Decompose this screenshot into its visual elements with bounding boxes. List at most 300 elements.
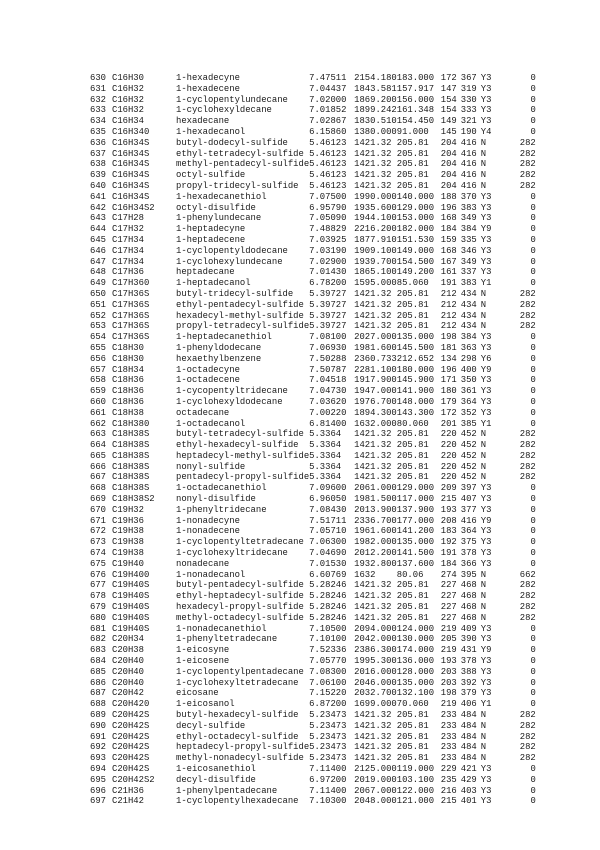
formula-cell: C19H400 bbox=[112, 569, 150, 580]
value-3-cell: 119.000 bbox=[396, 764, 435, 774]
table-row bbox=[90, 570, 536, 581]
value-4-cell: 159 bbox=[440, 234, 457, 245]
compound-number-cell: 631 bbox=[90, 83, 106, 94]
value-1-cell: 7.10100 bbox=[309, 634, 347, 645]
value-3-cell: 205.81 bbox=[396, 742, 429, 753]
compound-number-cell: 669 bbox=[90, 494, 106, 505]
compound-name-cell: 1-cyclopentyltetradecane bbox=[176, 537, 304, 548]
compound-name-cell: 1-cyclopentyldodecane bbox=[176, 245, 288, 256]
formula-cell: C17H36S bbox=[112, 321, 150, 332]
value-5-cell: 388 bbox=[460, 666, 477, 677]
value-1-cell: 7.03190 bbox=[309, 245, 347, 256]
compound-name-cell: 1-cyclohexyltridecane bbox=[176, 548, 288, 559]
compound-name-cell: 1-octadecyne bbox=[176, 364, 240, 375]
value-4-cell: 215 bbox=[440, 494, 457, 505]
value-4-cell: 220 bbox=[440, 429, 457, 440]
formula-cell: C19H38 bbox=[112, 548, 144, 559]
value-6-cell: 282 bbox=[519, 731, 536, 742]
value-4-cell: 220 bbox=[440, 461, 457, 472]
value-6-cell: 282 bbox=[519, 450, 536, 461]
value-4-cell: 204 bbox=[440, 159, 457, 170]
value-6-cell: 0 bbox=[530, 796, 536, 807]
value-6-cell: 282 bbox=[519, 753, 536, 764]
value-5-cell: 484 bbox=[460, 731, 477, 742]
table-row bbox=[90, 397, 536, 408]
formula-cell: C17H36S bbox=[112, 288, 150, 299]
value-3-cell: 136.000 bbox=[396, 656, 435, 667]
table-row bbox=[90, 462, 536, 473]
value-6-cell: 0 bbox=[530, 558, 536, 569]
value-1-cell: 7.04518 bbox=[309, 375, 347, 386]
value-5-cell: 378 bbox=[460, 548, 477, 559]
formula-cell: C18H38S bbox=[112, 483, 150, 494]
table-row bbox=[90, 149, 536, 160]
value-2-cell: 1843.581 bbox=[354, 83, 397, 94]
compound-name-cell: butyl-tridecyl-sulfide bbox=[176, 288, 294, 299]
value-1-cell: 5.23473 bbox=[309, 753, 347, 764]
value-3-cell: 205.81 bbox=[396, 148, 429, 159]
value-1-cell: 7.08300 bbox=[309, 666, 347, 677]
compound-name-cell: 1-phenyltetradecane bbox=[176, 634, 278, 645]
value-2-cell: 1877.910 bbox=[354, 234, 397, 245]
value-1-cell: 7.51711 bbox=[309, 515, 347, 526]
compound-number-cell: 686 bbox=[90, 677, 106, 688]
formula-cell: C19H40 bbox=[112, 558, 144, 569]
formula-cell: C18H38S bbox=[112, 440, 150, 451]
value-5-cell: 416 bbox=[460, 159, 477, 170]
value-3-cell: 145.900 bbox=[396, 375, 435, 386]
value-5-cell: 333 bbox=[460, 105, 477, 116]
compound-number-cell: 665 bbox=[90, 450, 106, 461]
compound-name-cell: hexaethylbenzene bbox=[176, 353, 262, 364]
table-row bbox=[90, 267, 536, 278]
value-4-cell: 219 bbox=[440, 645, 457, 656]
value-3-cell: 205.81 bbox=[396, 310, 429, 321]
value-6-cell: 0 bbox=[530, 332, 536, 343]
value-4-cell: 208 bbox=[440, 515, 457, 526]
value-4-cell: 181 bbox=[440, 342, 457, 353]
table-row bbox=[90, 408, 536, 419]
compound-number-cell: 681 bbox=[90, 623, 106, 634]
value-6-cell: 282 bbox=[519, 440, 536, 451]
value-1-cell: 7.04730 bbox=[309, 386, 347, 397]
value-3-cell: 205.81 bbox=[396, 753, 429, 764]
value-5-cell: 366 bbox=[460, 558, 477, 569]
compound-name-cell: hexadecyl-propyl-sulfide bbox=[176, 602, 304, 613]
value-5-cell: 190 bbox=[460, 126, 477, 137]
formula-cell: C16H34S bbox=[112, 170, 150, 181]
value-1-cell: 5.3364 bbox=[309, 440, 342, 451]
table-row bbox=[90, 516, 536, 527]
value-1-cell: 6.60769 bbox=[309, 569, 347, 580]
value-1-cell: 5.39727 bbox=[309, 299, 347, 310]
table-row bbox=[90, 796, 536, 807]
compound-number-cell: 684 bbox=[90, 656, 106, 667]
value-3-cell: 149.000 bbox=[396, 245, 435, 256]
formula-cell: C20H42S2 bbox=[112, 774, 155, 785]
value-3-cell: 205.81 bbox=[396, 321, 429, 332]
value-6-cell: 0 bbox=[530, 537, 536, 548]
table-row bbox=[90, 375, 536, 386]
value-4-cell: 204 bbox=[440, 137, 457, 148]
formula-cell: C20H42S bbox=[112, 753, 150, 764]
compound-name-cell: methyl-pentadecyl-sulfide bbox=[176, 159, 310, 170]
value-4-cell: 172 bbox=[440, 407, 457, 418]
value-3-cell: 205.81 bbox=[396, 159, 429, 170]
flag-cell: Y3 bbox=[480, 537, 492, 548]
value-4-cell: 171 bbox=[440, 375, 457, 386]
formula-cell: C19H32 bbox=[112, 504, 144, 515]
flag-cell: Y3 bbox=[480, 623, 492, 634]
formula-cell: C16H32 bbox=[112, 94, 144, 105]
value-6-cell: 0 bbox=[530, 278, 536, 289]
value-3-cell: 135.000 bbox=[396, 677, 435, 688]
value-2-cell: 1421.32 bbox=[354, 299, 392, 310]
table-row bbox=[90, 688, 536, 699]
value-1-cell: 5.3364 bbox=[309, 429, 342, 440]
value-5-cell: 468 bbox=[460, 591, 477, 602]
flag-cell: Y3 bbox=[480, 796, 492, 807]
table-row bbox=[90, 678, 536, 689]
value-6-cell: 282 bbox=[519, 310, 536, 321]
flag-cell: N bbox=[480, 612, 487, 623]
value-5-cell: 337 bbox=[460, 267, 477, 278]
value-1-cell: 5.39727 bbox=[309, 288, 347, 299]
value-4-cell: 191 bbox=[440, 548, 457, 559]
value-1-cell: 6.87200 bbox=[309, 699, 347, 710]
value-6-cell: 0 bbox=[530, 245, 536, 256]
table-body bbox=[90, 73, 536, 807]
flag-cell: N bbox=[480, 731, 487, 742]
value-4-cell: 220 bbox=[440, 440, 457, 451]
value-5-cell: 385 bbox=[460, 418, 477, 429]
table-row bbox=[90, 548, 536, 559]
compound-data-table bbox=[90, 73, 536, 807]
compound-number-cell: 668 bbox=[90, 483, 106, 494]
value-3-cell: 141.900 bbox=[396, 386, 435, 397]
flag-cell: Y3 bbox=[480, 83, 492, 94]
table-row bbox=[90, 257, 536, 268]
value-2-cell: 1935.600 bbox=[354, 202, 397, 213]
table-row bbox=[90, 192, 536, 203]
value-2-cell: 2281.100 bbox=[354, 364, 397, 375]
value-6-cell: 0 bbox=[530, 634, 536, 645]
value-3-cell: 205.81 bbox=[396, 461, 429, 472]
value-2-cell: 1421.32 bbox=[354, 742, 392, 753]
flag-cell: Y3 bbox=[480, 483, 492, 494]
value-5-cell: 434 bbox=[460, 299, 477, 310]
compound-number-cell: 691 bbox=[90, 731, 106, 742]
value-3-cell: 205.81 bbox=[396, 429, 429, 440]
value-3-cell: 85.060 bbox=[396, 278, 429, 289]
formula-cell: C17H34 bbox=[112, 245, 144, 256]
value-6-cell: 0 bbox=[530, 202, 536, 213]
flag-cell: N bbox=[480, 159, 487, 170]
value-1-cell: 5.3364 bbox=[309, 472, 342, 483]
value-1-cell: 6.81400 bbox=[309, 418, 347, 429]
value-5-cell: 434 bbox=[460, 321, 477, 332]
formula-cell: C20H42S bbox=[112, 742, 150, 753]
value-6-cell: 282 bbox=[519, 602, 536, 613]
compound-name-cell: propyl-tridecyl-sulfide bbox=[176, 180, 299, 191]
formula-cell: C19H40S bbox=[112, 591, 150, 602]
value-2-cell: 1421.32 bbox=[354, 710, 392, 721]
flag-cell: N bbox=[480, 180, 487, 191]
compound-name-cell: 1-cyclohexyltetradecane bbox=[176, 677, 299, 688]
value-2-cell: 1976.700 bbox=[354, 396, 397, 407]
value-2-cell: 1990.000 bbox=[354, 191, 397, 202]
value-1-cell: 5.23473 bbox=[309, 710, 347, 721]
compound-name-cell: ethyl-pentadecyl-sulfide bbox=[176, 299, 304, 310]
compound-name-cell: decyl-disulfide bbox=[176, 774, 256, 785]
compound-number-cell: 658 bbox=[90, 375, 106, 386]
value-5-cell: 452 bbox=[460, 450, 477, 461]
flag-cell: Y3 bbox=[480, 677, 492, 688]
flag-cell: Y3 bbox=[480, 548, 492, 559]
value-5-cell: 384 bbox=[460, 224, 477, 235]
value-2-cell: 1421.32 bbox=[354, 612, 392, 623]
formula-cell: C21H42 bbox=[112, 796, 144, 807]
formula-cell: C16H32 bbox=[112, 105, 144, 116]
value-3-cell: 177.000 bbox=[396, 515, 435, 526]
value-6-cell: 0 bbox=[530, 105, 536, 116]
table-row bbox=[90, 710, 536, 721]
value-5-cell: 407 bbox=[460, 494, 477, 505]
table-row bbox=[90, 451, 536, 462]
value-1-cell: 7.06100 bbox=[309, 677, 347, 688]
value-4-cell: 161 bbox=[440, 267, 457, 278]
value-5-cell: 400 bbox=[460, 364, 477, 375]
table-row bbox=[90, 300, 536, 311]
flag-cell: Y3 bbox=[480, 267, 492, 278]
flag-cell: N bbox=[480, 472, 487, 483]
value-3-cell: 140.000 bbox=[396, 191, 435, 202]
value-3-cell: 180.000 bbox=[396, 364, 435, 375]
formula-cell: C16H32 bbox=[112, 83, 144, 94]
value-5-cell: 349 bbox=[460, 256, 477, 267]
table-row bbox=[90, 559, 536, 570]
compound-number-cell: 677 bbox=[90, 580, 106, 591]
value-2-cell: 2046.000 bbox=[354, 677, 397, 688]
value-1-cell: 5.23473 bbox=[309, 731, 347, 742]
value-4-cell: 220 bbox=[440, 450, 457, 461]
value-2-cell: 1421.32 bbox=[354, 731, 392, 742]
value-2-cell: 1421.32 bbox=[354, 450, 392, 461]
table-row bbox=[90, 483, 536, 494]
value-2-cell: 1421.32 bbox=[354, 602, 392, 613]
value-3-cell: 174.000 bbox=[396, 645, 435, 656]
value-6-cell: 0 bbox=[530, 73, 536, 83]
value-1-cell: 5.3364 bbox=[309, 450, 342, 461]
table-row bbox=[90, 224, 536, 235]
compound-name-cell: ethyl-hexadecyl-sulfide bbox=[176, 440, 299, 451]
value-3-cell: 80.06 bbox=[396, 569, 424, 580]
formula-cell: C16H34 bbox=[112, 116, 144, 127]
table-row bbox=[90, 332, 536, 343]
table-row bbox=[90, 786, 536, 797]
compound-name-cell: 1-cyclohexyldodecane bbox=[176, 396, 283, 407]
value-2-cell: 2042.000 bbox=[354, 634, 397, 645]
formula-cell: C19H40S bbox=[112, 623, 150, 634]
value-6-cell: 282 bbox=[519, 472, 536, 483]
formula-cell: C20H42 bbox=[112, 688, 144, 699]
value-1-cell: 5.28246 bbox=[309, 612, 347, 623]
value-4-cell: 216 bbox=[440, 785, 457, 796]
flag-cell: Y1 bbox=[480, 278, 492, 289]
value-2-cell: 2032.700 bbox=[354, 688, 397, 699]
flag-cell: Y3 bbox=[480, 396, 492, 407]
value-6-cell: 0 bbox=[530, 386, 536, 397]
compound-number-cell: 657 bbox=[90, 364, 106, 375]
flag-cell: Y3 bbox=[480, 785, 492, 796]
table-row bbox=[90, 667, 536, 678]
table-row bbox=[90, 753, 536, 764]
table-row bbox=[90, 354, 536, 365]
value-1-cell: 5.23473 bbox=[309, 742, 347, 753]
flag-cell: Y3 bbox=[480, 656, 492, 667]
flag-cell: Y9 bbox=[480, 224, 492, 235]
value-6-cell: 0 bbox=[530, 224, 536, 235]
formula-cell: C18H36 bbox=[112, 375, 144, 386]
compound-name-cell: heptadecyl-propyl-sulfide bbox=[176, 742, 310, 753]
value-4-cell: 179 bbox=[440, 396, 457, 407]
value-1-cell: 7.01430 bbox=[309, 267, 347, 278]
value-6-cell: 0 bbox=[530, 191, 536, 202]
formula-cell: C19H36 bbox=[112, 515, 144, 526]
value-6-cell: 282 bbox=[519, 148, 536, 159]
formula-cell: C17H34 bbox=[112, 256, 144, 267]
flag-cell: Y3 bbox=[480, 105, 492, 116]
value-1-cell: 5.46123 bbox=[309, 148, 347, 159]
value-5-cell: 363 bbox=[460, 342, 477, 353]
table-row bbox=[90, 365, 536, 376]
value-5-cell: 484 bbox=[460, 720, 477, 731]
value-1-cell: 5.28246 bbox=[309, 580, 347, 591]
value-4-cell: 233 bbox=[440, 731, 457, 742]
value-3-cell: 145.500 bbox=[396, 342, 435, 353]
value-4-cell: 184 bbox=[440, 558, 457, 569]
value-3-cell: 154.500 bbox=[396, 256, 435, 267]
value-5-cell: 392 bbox=[460, 677, 477, 688]
compound-number-cell: 674 bbox=[90, 548, 106, 559]
compound-number-cell: 697 bbox=[90, 796, 106, 807]
compound-name-cell: 1-heptadecanethiol bbox=[176, 332, 272, 343]
value-1-cell: 5.46123 bbox=[309, 180, 347, 191]
table-row bbox=[90, 116, 536, 127]
formula-cell: C16H34S2 bbox=[112, 202, 155, 213]
flag-cell: N bbox=[480, 288, 487, 299]
compound-number-cell: 644 bbox=[90, 224, 106, 235]
value-2-cell: 1421.32 bbox=[354, 170, 392, 181]
value-5-cell: 383 bbox=[460, 278, 477, 289]
value-1-cell: 5.3364 bbox=[309, 461, 342, 472]
value-4-cell: 198 bbox=[440, 688, 457, 699]
value-4-cell: 220 bbox=[440, 472, 457, 483]
table-row bbox=[90, 505, 536, 516]
value-2-cell: 2016.000 bbox=[354, 666, 397, 677]
table-row bbox=[90, 203, 536, 214]
value-6-cell: 282 bbox=[519, 180, 536, 191]
value-6-cell: 0 bbox=[530, 418, 536, 429]
value-2-cell: 1830.510 bbox=[354, 116, 397, 127]
value-5-cell: 377 bbox=[460, 504, 477, 515]
flag-cell: Y3 bbox=[480, 245, 492, 256]
compound-number-cell: 687 bbox=[90, 688, 106, 699]
value-5-cell: 335 bbox=[460, 234, 477, 245]
flag-cell: Y1 bbox=[480, 418, 492, 429]
formula-cell: C20H40 bbox=[112, 677, 144, 688]
compound-number-cell: 672 bbox=[90, 526, 106, 537]
compound-name-cell: 1-nonadecanol bbox=[176, 569, 246, 580]
value-4-cell: 191 bbox=[440, 278, 457, 289]
value-2-cell: 1421.32 bbox=[354, 440, 392, 451]
value-6-cell: 0 bbox=[530, 213, 536, 224]
value-1-cell: 7.05770 bbox=[309, 656, 347, 667]
table-row bbox=[90, 591, 536, 602]
compound-name-cell: 1-hexadecyne bbox=[176, 73, 240, 83]
value-1-cell: 5.46123 bbox=[309, 170, 347, 181]
compound-name-cell: heptadecyl-methyl-sulfide bbox=[176, 450, 310, 461]
flag-cell: N bbox=[480, 591, 487, 602]
value-5-cell: 383 bbox=[460, 202, 477, 213]
compound-name-cell: 1-cyclopentylpentadecane bbox=[176, 666, 304, 677]
value-2-cell: 1421.32 bbox=[354, 148, 392, 159]
value-1-cell: 7.47511 bbox=[309, 73, 347, 83]
value-4-cell: 212 bbox=[440, 288, 457, 299]
compound-name-cell: 1-phenyldodecane bbox=[176, 342, 262, 353]
compound-name-cell: octyl-sulfide bbox=[176, 170, 246, 181]
compound-name-cell: 1-phenylpentadecane bbox=[176, 785, 278, 796]
compound-number-cell: 676 bbox=[90, 569, 106, 580]
value-4-cell: 204 bbox=[440, 180, 457, 191]
compound-name-cell: 1-phenyltridecane bbox=[176, 504, 267, 515]
value-2-cell: 1894.300 bbox=[354, 407, 397, 418]
formula-cell: C18H30 bbox=[112, 353, 144, 364]
compound-name-cell: methyl-nonadecyl-sulfide bbox=[176, 753, 304, 764]
formula-cell: C20H40 bbox=[112, 656, 144, 667]
compound-name-cell: 1-cyclopentylhexadecane bbox=[176, 796, 299, 807]
compound-number-cell: 670 bbox=[90, 504, 106, 515]
value-2-cell: 2094.000 bbox=[354, 623, 397, 634]
formula-cell: C16H34S bbox=[112, 180, 150, 191]
value-2-cell: 1421.32 bbox=[354, 720, 392, 731]
compound-number-cell: 646 bbox=[90, 245, 106, 256]
formula-cell: C20H42S bbox=[112, 720, 150, 731]
compound-number-cell: 685 bbox=[90, 666, 106, 677]
value-2-cell: 2013.900 bbox=[354, 504, 397, 515]
flag-cell: Y3 bbox=[480, 342, 492, 353]
flag-cell: N bbox=[480, 753, 487, 764]
value-4-cell: 183 bbox=[440, 526, 457, 537]
value-1-cell: 7.01530 bbox=[309, 558, 347, 569]
value-1-cell: 7.02900 bbox=[309, 256, 347, 267]
value-6-cell: 0 bbox=[530, 234, 536, 245]
compound-number-cell: 688 bbox=[90, 699, 106, 710]
formula-cell: C17H36S bbox=[112, 299, 150, 310]
value-2-cell: 1699.000 bbox=[354, 699, 397, 710]
table-row bbox=[90, 699, 536, 710]
compound-number-cell: 641 bbox=[90, 191, 106, 202]
value-5-cell: 409 bbox=[460, 623, 477, 634]
value-5-cell: 390 bbox=[460, 634, 477, 645]
compound-name-cell: 1-eicosyne bbox=[176, 645, 230, 656]
value-4-cell: 172 bbox=[440, 73, 457, 83]
value-4-cell: 204 bbox=[440, 148, 457, 159]
formula-cell: C19H38 bbox=[112, 526, 144, 537]
value-5-cell: 403 bbox=[460, 785, 477, 796]
compound-name-cell: 1-nonadecanethiol bbox=[176, 623, 267, 634]
compound-name-cell: octadecane bbox=[176, 407, 230, 418]
